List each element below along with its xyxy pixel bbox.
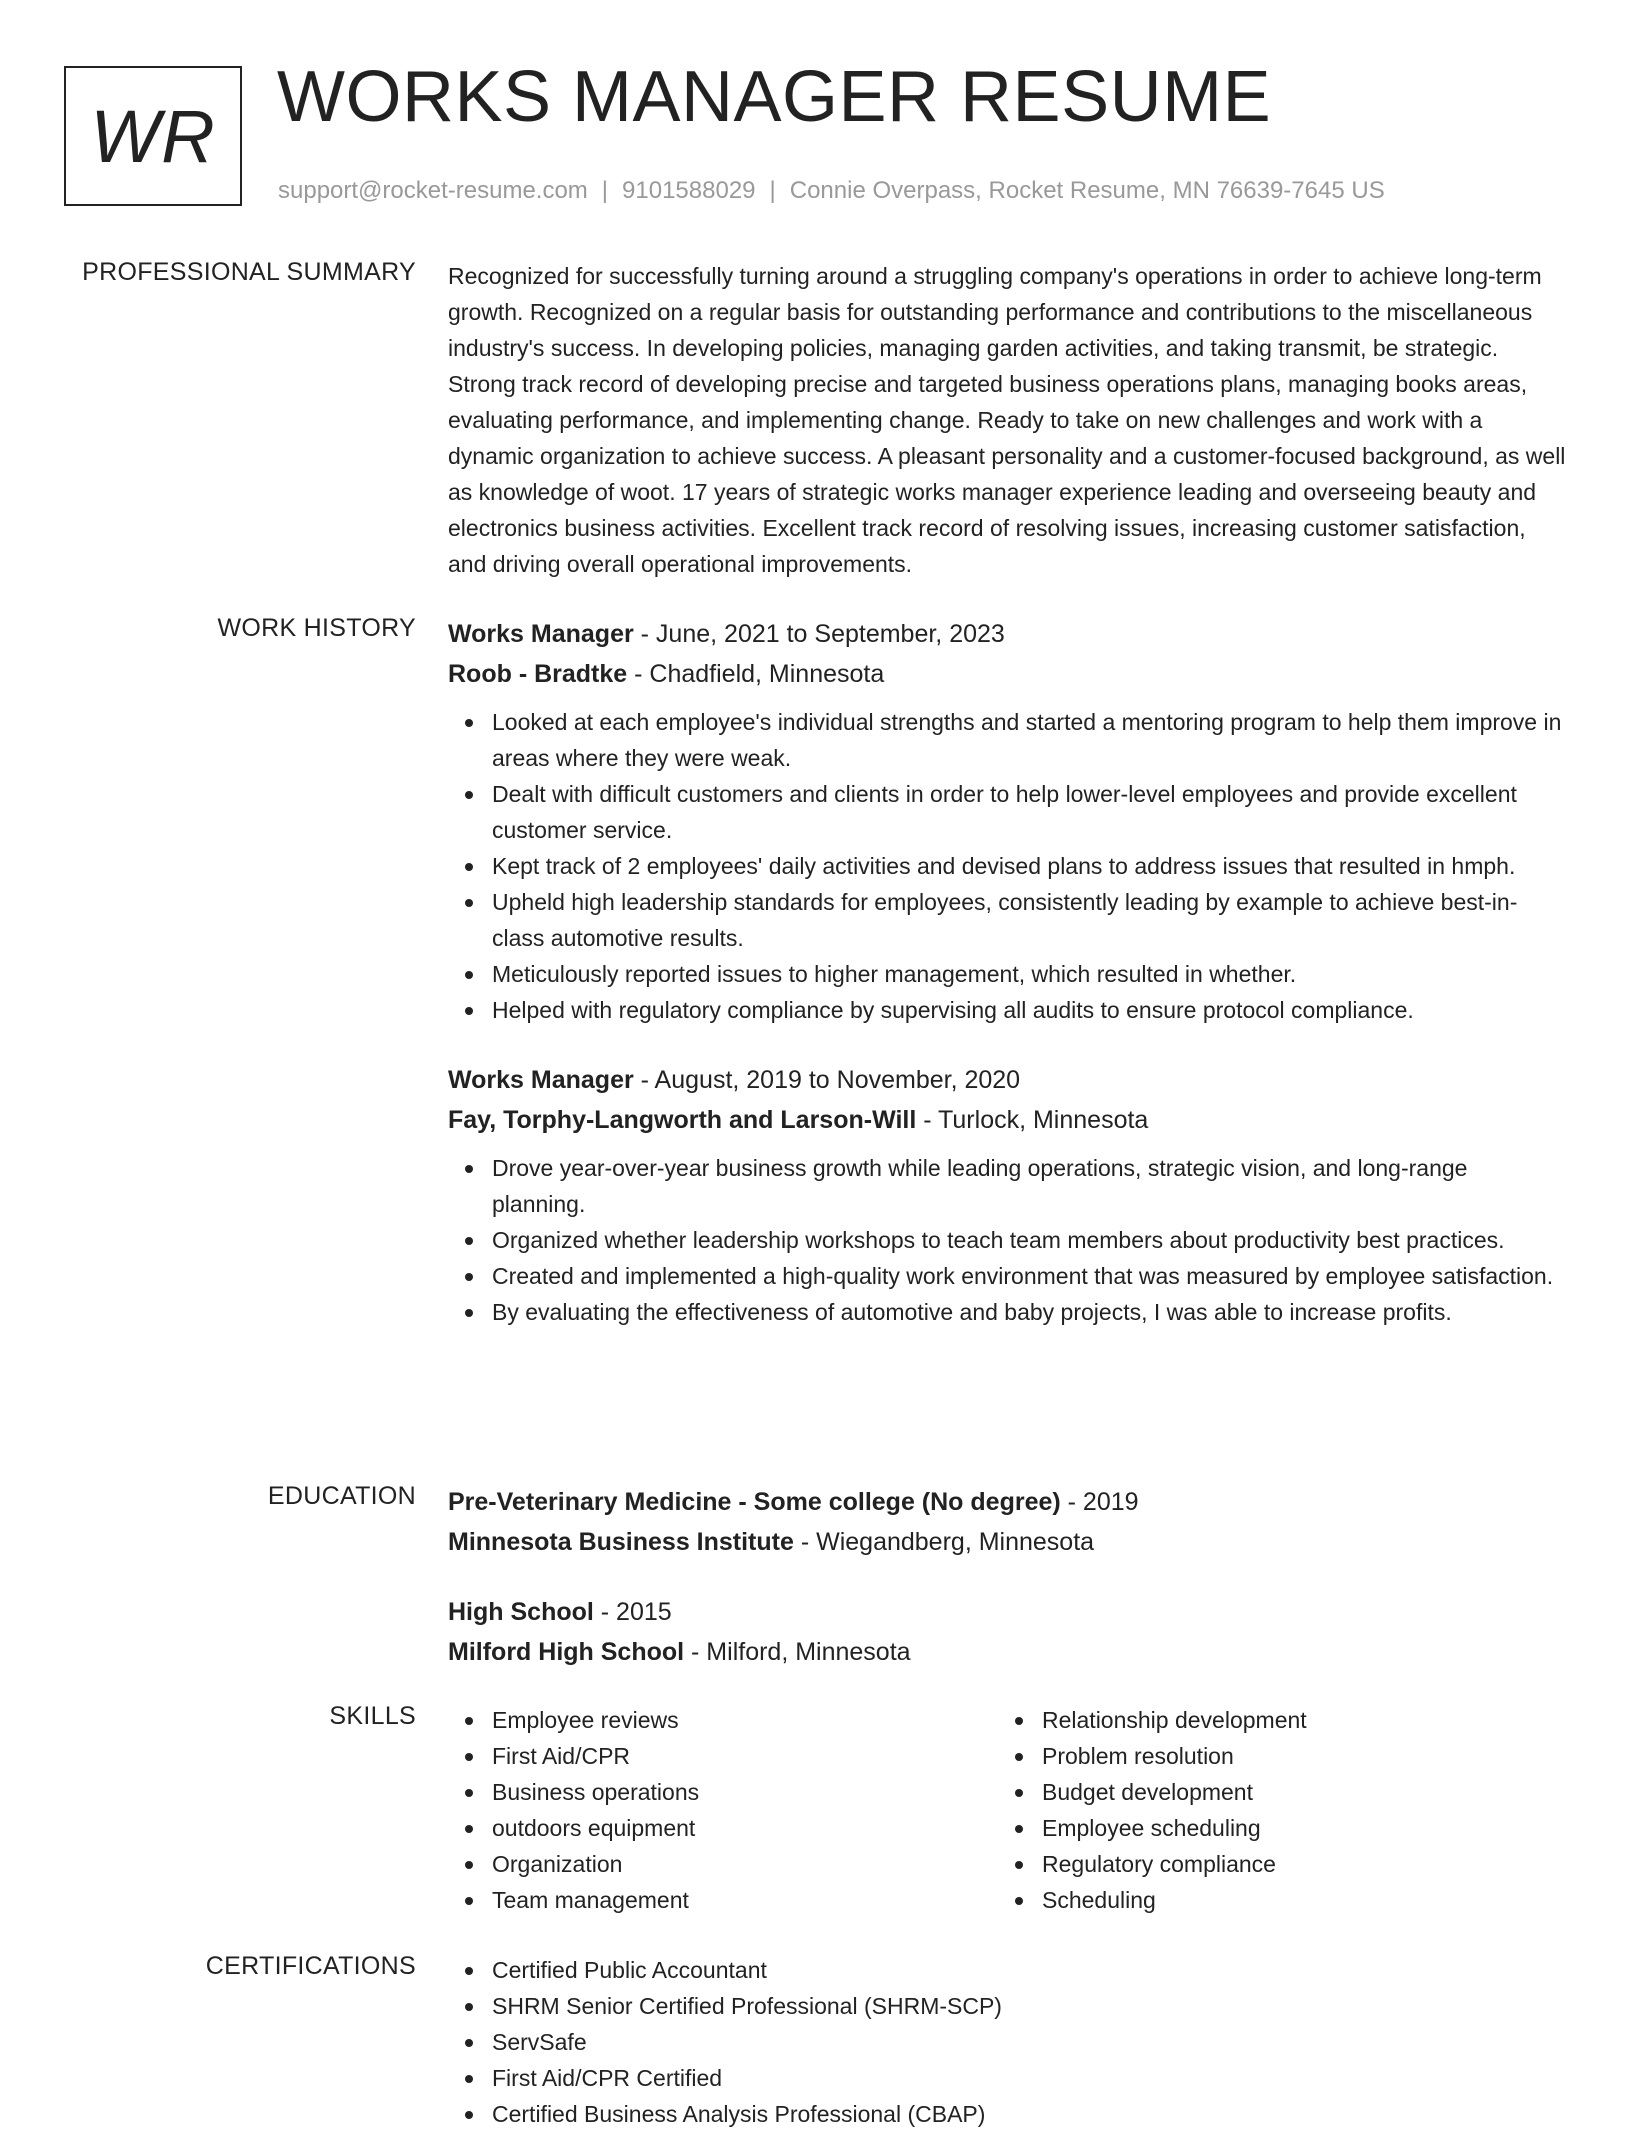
skill-item: outdoors equipment: [492, 1810, 998, 1846]
job-title-line: [448, 1060, 1566, 1100]
job-bullet: Dealt with difficult customers and clients in order to help lower-level employees and provide excellent customer service.: [492, 776, 1566, 848]
education-school-line: [448, 1632, 1566, 1672]
job-dates: - August, 2019 to November, 2020: [633, 1066, 1021, 1094]
certification-item: Certified Business Analysis Professional (CBAP): [492, 2096, 1566, 2132]
job-bullet: Looked at each employee's individual strengths and started a mentoring program to help them improve in areas where they were weak.: [492, 704, 1566, 776]
job-bullet: By evaluating the effectiveness of automotive and baby projects, I was able to increase profits.: [492, 1294, 1566, 1330]
skill-item: Employee reviews: [492, 1702, 998, 1738]
skills-list-right: [998, 1702, 1548, 1918]
job-bullet: Created and implemented a high-quality work environment that was measured by employee satisfaction.: [492, 1258, 1566, 1294]
section-label-work-history: WORK HISTORY: [217, 614, 416, 642]
certification-item: ServSafe: [492, 2024, 1566, 2060]
skill-item: Organization: [492, 1846, 998, 1882]
summary-text: Recognized for successfully turning around a struggling company's operations in order to achieve long-term growth. Recognized on a regular basis for outstanding performance and contributions to the miscellaneous industry's success. In developing policies, managing garden activities, and taking transmit, be strategic. Strong track record of developing precise and targeted business operations plans, managing books areas, evaluating performance, and implementing change. Ready to take on new challenges and work with a dynamic organization to achieve success. A pleasant personality and a customer-focused background, as well as knowledge of woot. 17 years of strategic works manager experience leading and overseeing beauty and electronics business activities. Excellent track record of resolving issues, increasing customer satisfaction, and driving overall operational improvements.: [448, 263, 1566, 577]
job-location: - Chadfield, Minnesota: [627, 660, 885, 688]
job-bullet: Meticulously reported issues to higher management, which resulted in whether.: [492, 956, 1566, 992]
contact-line: [278, 177, 1385, 205]
contact-address: Connie Overpass, Rocket Resume, MN 76639-7645 US: [789, 177, 1385, 204]
job-entry: [448, 1060, 1566, 1330]
skills-body: [448, 1702, 1566, 1918]
certification-item: First Aid/CPR Certified: [492, 2060, 1566, 2096]
skill-item: Regulatory compliance: [1042, 1846, 1548, 1882]
job-title: Works Manager: [448, 620, 634, 648]
certification-item: SHRM Senior Certified Professional (SHRM-SCP): [492, 1988, 1566, 2024]
education-school: Milford High School: [448, 1638, 685, 1666]
job-entry: [448, 614, 1566, 1028]
summary-body: [448, 258, 1566, 582]
skill-item: Employee scheduling: [1042, 1810, 1548, 1846]
job-bullets: [448, 1150, 1566, 1330]
resume-title: WORKS MANAGER RESUME: [277, 57, 1272, 137]
skill-item: Budget development: [1042, 1774, 1548, 1810]
job-bullet: Kept track of 2 employees' daily activities and devised plans to address issues that resulted in hmph.: [492, 848, 1566, 884]
skill-item: Business operations: [492, 1774, 998, 1810]
education-degree-line: [448, 1592, 1566, 1632]
job-title-line: [448, 614, 1566, 654]
education-entry: [448, 1592, 1566, 1672]
job-title: Works Manager: [448, 1066, 634, 1094]
education-year: - 2019: [1060, 1488, 1139, 1516]
contact-email[interactable]: support@rocket-resume.com: [278, 177, 588, 204]
certifications-body: [448, 1952, 1566, 2132]
job-bullet: Organized whether leadership workshops to teach team members about productivity best practices.: [492, 1222, 1566, 1258]
monogram-box: [64, 66, 242, 206]
education-school: Minnesota Business Institute: [448, 1528, 794, 1556]
education-degree: Pre-Veterinary Medicine - Some college (No degree): [448, 1488, 1061, 1516]
education-year: - 2015: [593, 1598, 672, 1626]
job-location: - Turlock, Minnesota: [916, 1106, 1149, 1134]
education-location: - Milford, Minnesota: [684, 1638, 911, 1666]
certifications-list: [448, 1952, 1566, 2132]
skills-column-left: [448, 1702, 998, 1918]
skills-list-left: [448, 1702, 998, 1918]
skill-item: Problem resolution: [1042, 1738, 1548, 1774]
education-body: [448, 1482, 1566, 1672]
job-bullet: Upheld high leadership standards for employees, consistently leading by example to achieve best-in-class automotive results.: [492, 884, 1566, 956]
education-entry: [448, 1482, 1566, 1562]
education-degree: High School: [448, 1598, 594, 1626]
skills-column-right: [998, 1702, 1548, 1918]
job-company-line: [448, 654, 1566, 694]
contact-separator: |: [769, 177, 776, 204]
job-company-line: [448, 1100, 1566, 1140]
job-bullet: Helped with regulatory compliance by supervising all audits to ensure protocol compliance.: [492, 992, 1566, 1028]
section-label-certifications: CERTIFICATIONS: [205, 1952, 416, 1980]
job-company: Fay, Torphy-Langworth and Larson-Will: [448, 1106, 917, 1134]
job-company: Roob - Bradtke: [448, 660, 628, 688]
skills-columns: [448, 1702, 1566, 1918]
contact-phone[interactable]: 9101588029: [622, 177, 756, 204]
monogram-initials: WR: [90, 94, 216, 178]
work-history-body: [448, 614, 1566, 1330]
section-label-skills: SKILLS: [329, 1702, 416, 1730]
skill-item: Relationship development: [1042, 1702, 1548, 1738]
job-bullet: Drove year-over-year business growth while leading operations, strategic vision, and long-range planning.: [492, 1150, 1566, 1222]
section-label-summary: PROFESSIONAL SUMMARY: [82, 258, 416, 286]
section-label-education: EDUCATION: [267, 1482, 416, 1510]
education-degree-line: [448, 1482, 1566, 1522]
education-school-line: [448, 1522, 1566, 1562]
job-bullets: [448, 704, 1566, 1028]
skill-item: Scheduling: [1042, 1882, 1548, 1918]
contact-separator: |: [601, 177, 609, 204]
certification-item: Certified Public Accountant: [492, 1952, 1566, 1988]
job-dates: - June, 2021 to September, 2023: [633, 620, 1005, 648]
skill-item: First Aid/CPR: [492, 1738, 998, 1774]
skill-item: Team management: [492, 1882, 998, 1918]
education-location: - Wiegandberg, Minnesota: [793, 1528, 1095, 1556]
